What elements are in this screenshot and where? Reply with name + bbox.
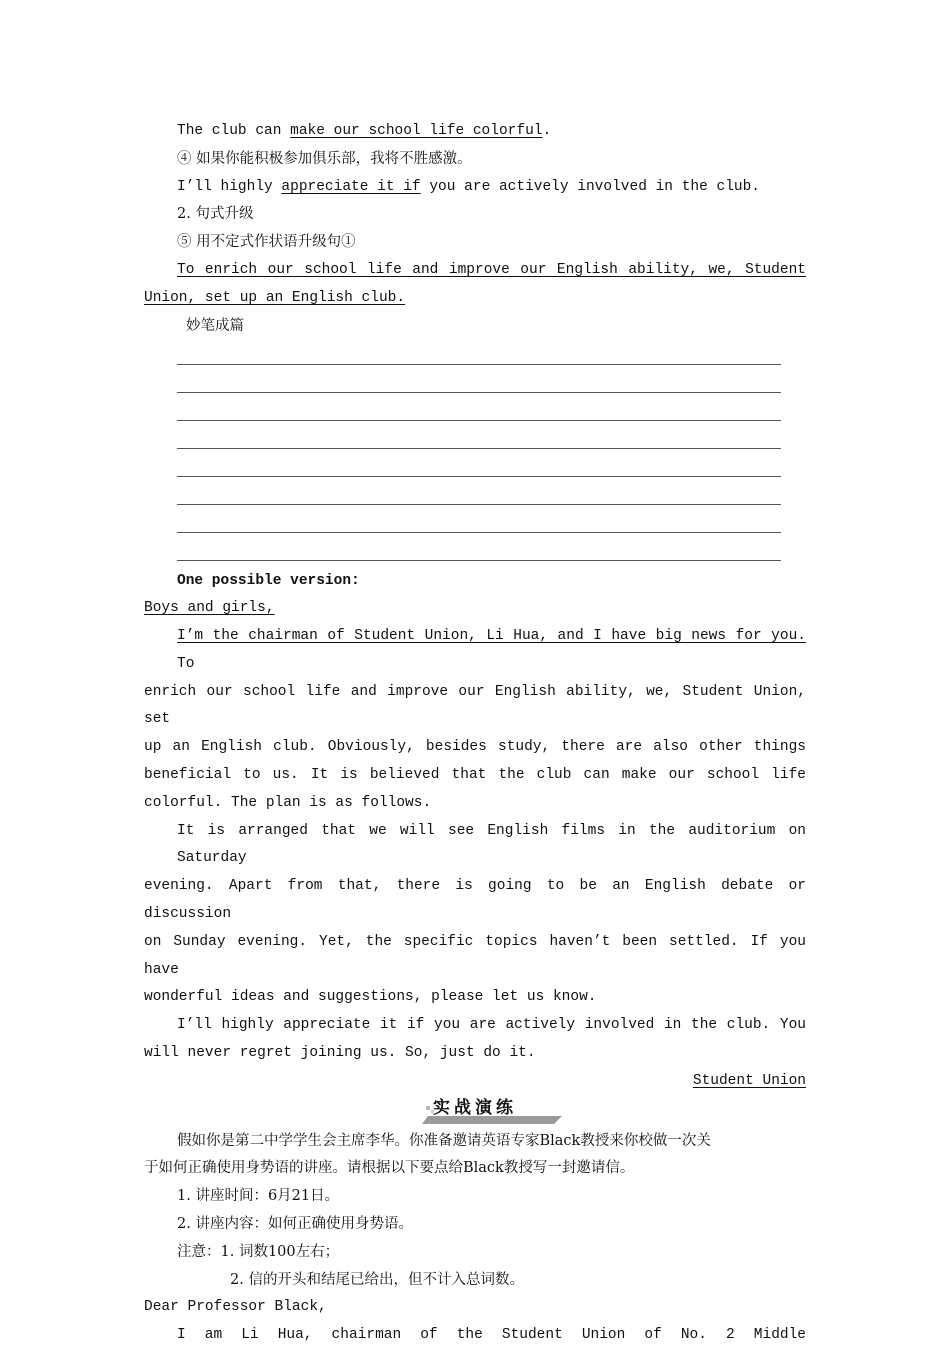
writing-line <box>177 365 781 393</box>
prompt-5: ⑤ 用不定式作状语升级句① <box>177 234 356 251</box>
sample-p1-line-1: I’m the chairman of Student Union, Li Hua, and I have big news for you. To <box>177 628 806 672</box>
underlined-phrase: appreciate it if <box>281 178 421 195</box>
example-sentence-4: I’ll highly appreciate it if you are actively involved in the club. <box>177 178 761 195</box>
sample-p3-line-2: will never regret joining us. So, just do it. <box>144 1045 536 1062</box>
banner-title: 实战演练 <box>433 1097 517 1118</box>
writing-line <box>177 337 781 365</box>
upgraded-sentence-line-1: To enrich our school life and improve our English ability, we, Student <box>177 261 806 278</box>
task-note-1: 注意：1. 词数100左右； <box>177 1243 340 1260</box>
writing-line <box>177 421 781 449</box>
underlined-phrase: make our school life colorful <box>290 123 543 139</box>
sample-p1-line-3: up an English club. Obviously, besides study, there are also other things <box>144 739 806 756</box>
writing-line <box>177 393 781 421</box>
section-title: 妙笔成篇 <box>186 317 244 334</box>
writing-lines <box>144 346 806 569</box>
letter-greeting: Boys and girls, <box>144 600 275 617</box>
letter-first-line: I am Li Hua, chairman of the Student Union of No. 2 Middle <box>177 1327 806 1344</box>
sample-p1-line-2: enrich our school life and improve our English ability, we, Student Union, set <box>144 683 806 728</box>
signature: Student Union <box>692 1072 806 1089</box>
task-line-1: 假如你是第二中学学生会主席李华。你准备邀请英语专家Black教授来你校做一次关 <box>177 1132 711 1149</box>
task-point-2: 2. 讲座内容：如何正确使用身势语。 <box>177 1216 413 1233</box>
document-page <box>144 118 806 1350</box>
writing-line <box>177 533 781 561</box>
writing-line <box>177 449 781 477</box>
sample-p1-line-5: colorful. The plan is as follows. <box>144 794 432 811</box>
subheading-sentence-upgrade: 2. 句式升级 <box>177 206 254 223</box>
prompt-4: ④ 如果你能积极参加俱乐部，我将不胜感激。 <box>177 150 472 167</box>
task-note-2: 2. 信的开头和结尾已给出，但不计入总词数。 <box>230 1271 524 1288</box>
practice-banner <box>144 1096 806 1128</box>
task-line-2: 于如何正确使用身势语的讲座。请根据以下要点给Black教授写一封邀请信。 <box>144 1160 635 1177</box>
sample-p2-line-1: It is arranged that we will see English films in the auditorium on Saturday <box>177 822 806 867</box>
writing-line <box>177 477 781 505</box>
sample-p2-line-3: on Sunday evening. Yet, the specific topics haven’t been settled. If you have <box>144 933 806 978</box>
sample-p2-line-2: evening. Apart from that, there is going to be an English debate or discussion <box>144 878 806 923</box>
sample-p1-line-4: beneficial to us. It is believed that the club can make our school life <box>144 767 806 784</box>
task-point-1: 1. 讲座时间：6月21日。 <box>177 1188 340 1205</box>
sample-heading: One possible version: <box>177 572 360 589</box>
sample-p3-line-1: I’ll highly appreciate it if you are actively involved in the club. You <box>177 1017 806 1034</box>
example-sentence-3: The club can make our school life colorful. <box>177 123 552 139</box>
letter-salutation: Dear Professor Black, <box>144 1299 327 1316</box>
writing-line <box>177 505 781 533</box>
upgraded-sentence-line-2: Union, set up an English club. <box>144 289 406 306</box>
sample-p2-line-4: wonderful ideas and suggestions, please let us know. <box>144 989 597 1006</box>
